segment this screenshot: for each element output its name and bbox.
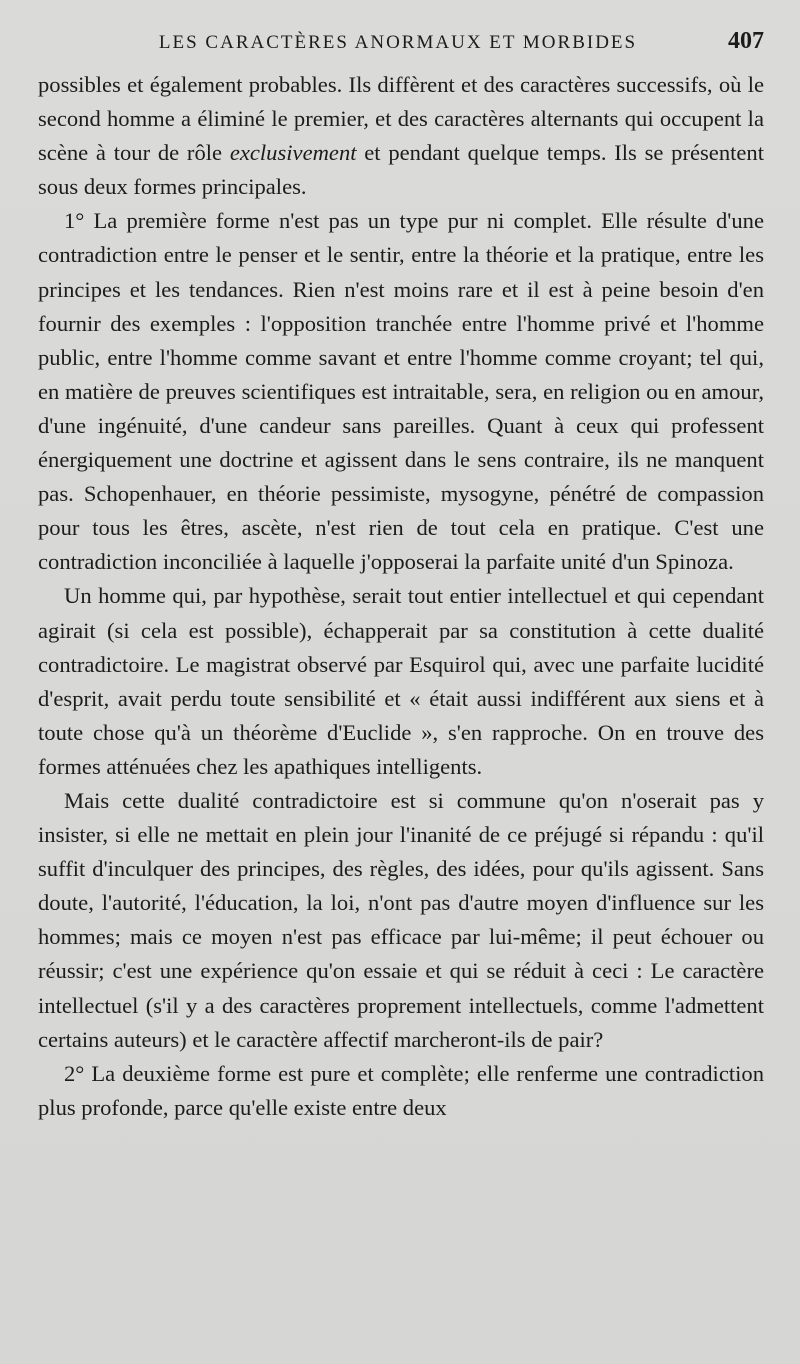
running-head	[38, 28, 764, 62]
paragraph-continuation	[38, 68, 764, 204]
paragraph-second-form: 2° La deuxième forme est pure et complète; elle renferme une contradiction plus profonde, parce qu'elle existe entre deux	[38, 1060, 764, 1120]
running-title: LES CARACTÈRES ANORMAUX ET MORBIDES	[158, 32, 638, 53]
paragraph-first-form: 1° La première forme n'est pas un type pur ni complet. Elle résulte d'une contradiction entre le penser et le sentir, entre la théorie et la pratique, entre les principes et les tendances. Rien n'est moins rare et il est à peine besoin d'en fournir des exemples : l'opposition tranchée entre l'homme privé et l'homme public, entre l'homme comme savant et entre l'homme comme croyant; tel qui, en matière de preuves scientifiques est intraitable, sera, en religion ou en amour, d'une ingénuité, d'une candeur sans pareilles. Quant à ceux qui professent énergiquement une doctrine et agissent dans le sens contraire, ils ne manquent pas. Schopenhauer, en théorie pessimiste, mysogyne, pénétré de compassion pour tous les êtres, ascète, n'est rien de tout cela en pratique. C'est une contradiction inconciliée à laquelle j'opposerai la parfaite unité d'un Spinoza.	[38, 208, 764, 575]
body-text	[38, 68, 764, 1125]
paragraph-intellectual-man: Un homme qui, par hypothèse, serait tout entier intellectuel et qui cependant agirait (si cela est possible), échapperait par sa constitution à cette dualité contradictoire. Le magistrat observé par Esquirol qui, avec une parfaite lucidité d'esprit, avait perdu toute sensibilité et « était aussi indifférent aux siens et à toute chose qu'à un théorème d'Euclide », s'en rapproche. On en trouve des formes atténuées chez les apathiques intelligents.	[38, 583, 764, 779]
page-number: 407	[728, 28, 764, 54]
paragraph-text-before: possibles et également probables. Ils diffèrent et des caractères successifs, où le second homme a éliminé le premier, et des caractères alternants qui occupent la scène à tour de rôle	[38, 72, 764, 166]
paragraph-text-after: et pendant quelque temps. Ils se présentent sous deux formes principales.	[38, 140, 765, 200]
emphasis-text: exclusivement	[229, 140, 357, 166]
paragraph-contradictory-duality: Mais cette dualité contradictoire est si commune qu'on n'oserait pas y insister, si elle ne mettait en plein jour l'inanité de ce préjugé si répandu : qu'il suffit d'inculquer des principes, des règles, des idées, pour qu'ils agissent. Sans doute, l'autorité, l'éducation, la loi, n'ont pas d'autre moyen d'influence sur les hommes; mais ce moyen n'est pas efficace par lui-même; il peut échouer ou réussir; c'est une expérience qu'on essaie et qui se réduit à ceci : Le caractère intellectuel (s'il y a des caractères proprement intellectuels, comme l'admettent certains auteurs) et le caractère affectif marcheront-ils de pair?	[38, 787, 764, 1052]
